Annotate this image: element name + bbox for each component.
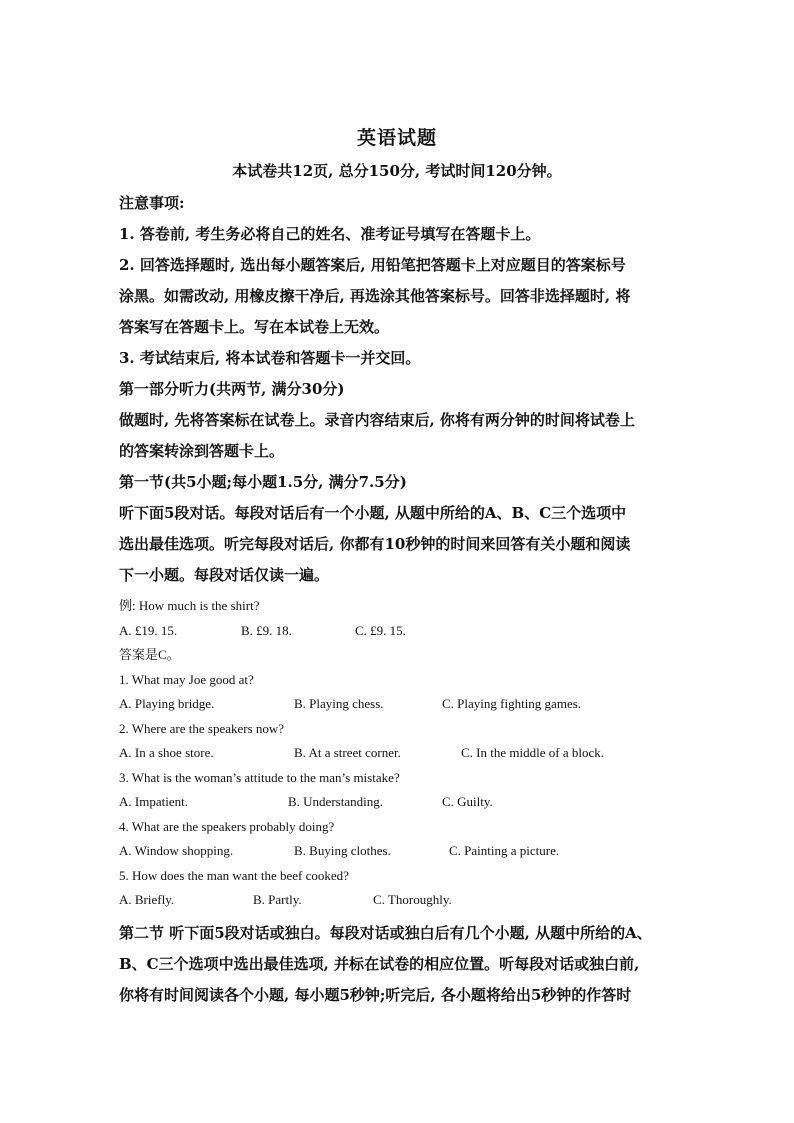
question-options [119,741,679,766]
option-a: A. Playing bridge. [119,696,215,711]
exam-subtitle: 本试卷共12页, 总分150分, 考试时间120分钟。 [232,162,562,180]
option-c: C. Guilty. [442,794,493,809]
section2-line: B、C三个选项中选出最佳选项, 并标在试卷的相应位置。听每段对话或独白前, [119,955,640,973]
option-c: C. In the middle of a block. [461,745,604,760]
option-b: B. Understanding. [288,794,383,809]
question-options [119,692,679,717]
section1-heading: 第一节(共5小题;每小题1.5分, 满分7.5分) [119,473,407,491]
question-text: 2. Where are the speakers now? [119,720,285,736]
example-options [119,619,679,644]
option-c: C. Playing fighting games. [442,696,582,711]
question-text: 1. What may Joe good at? [119,671,254,687]
notice-line: 1. 答卷前, 考生务必将自己的姓名、准考证号填写在答题卡上。 [119,225,541,243]
option-b: B. £9. 18. [241,622,292,638]
part1-instruction: 做题时, 先将答案标在试卷上。录音内容结束后, 你将有两分钟的时间将试卷上 [119,411,635,429]
option-c: C. £9. 15. [355,622,406,638]
example-question: 例: How much is the shirt? [119,598,260,613]
question-options [119,888,679,913]
option-a: A. In a shoe store. [119,745,214,760]
section1-instruction: 下一小题。每段对话仅读一遍。 [119,566,330,584]
section1-instruction: 听下面5段对话。每段对话后有一个小题, 从题中所给的A、B、C三个选项中 [119,504,627,522]
option-c: C. Painting a picture. [449,843,560,858]
notice-heading: 注意事项: [119,194,185,212]
option-c: C. Thoroughly. [373,892,452,907]
option-a: A. Impatient. [119,794,188,809]
option-a: A. Window shopping. [119,843,234,858]
notice-line: 答案写在答题卡上。写在本试卷上无效。 [119,318,390,336]
example-answer: 答案是C。 [119,647,180,662]
notice-line: 3. 考试结束后, 将本试卷和答题卡一并交回。 [119,349,421,367]
part1-instruction: 的答案转涂到答题卡上。 [119,442,285,460]
section2-block [119,918,679,1011]
option-a: A. Briefly. [119,892,175,907]
option-b: B. At a street corner. [294,745,401,760]
option-b: B. Playing chess. [294,696,384,711]
option-a: A. £19. 15. [119,622,178,638]
question-options [119,839,679,864]
question-text: 5. How does the man want the beef cooked? [119,867,349,883]
option-b: B. Buying clothes. [294,843,391,858]
section2-line: 你将有时间阅读各个小题, 每小题5秒钟;听完后, 各小题将给出5秒钟的作答时 [119,986,632,1004]
section2-line: 第二节 听下面5段对话或独白。每段对话或独白后有几个小题, 从题中所给的A、 [119,924,652,942]
notice-block [119,188,679,591]
question-text: 4. What are the speakers probably doing? [119,818,335,834]
option-b: B. Partly. [253,892,302,907]
section1-instruction: 选出最佳选项。听完每段对话后, 你都有10秒钟的时间来回答有关小题和阅读 [119,535,631,553]
question-text: 3. What is the woman’s attitude to the man’s mistake? [119,769,400,785]
questions-block [119,594,679,913]
exam-title: 英语试题 [356,127,437,149]
question-options [119,790,679,815]
notice-line: 2. 回答选择题时, 选出每小题答案后, 用铅笔把答题卡上对应题目的答案标号 [119,256,626,274]
notice-line: 涂黑。如需改动, 用橡皮擦干净后, 再选涂其他答案标号。回答非选择题时, 将 [119,287,631,305]
part1-heading: 第一部分听力(共两节, 满分30分) [119,380,345,398]
